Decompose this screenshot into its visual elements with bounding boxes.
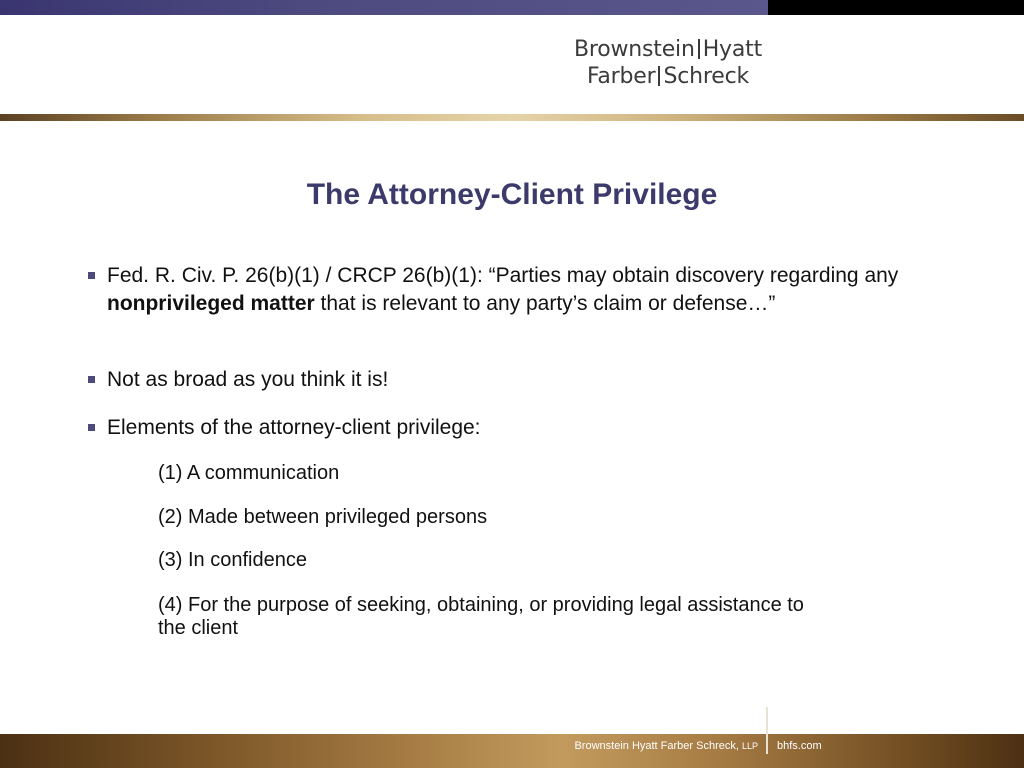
bullet-discovery-rule [88, 262, 938, 318]
element-item: (2) Made between privileged persons [158, 506, 488, 528]
bullet-marker [88, 376, 95, 383]
element-item: (1) A communication [158, 462, 340, 484]
bullet-marker [88, 424, 95, 431]
top-accent-bar [0, 0, 768, 15]
bullet-text: Fed. R. Civ. P. 26(b)(1) / CRCP 26(b)(1): “Parties may obtain discovery regarding any nonprivileged matter that is relevant to any party’s claim or defense…” [107, 264, 899, 315]
logo-separator [658, 66, 660, 86]
emphasis-text: nonprivileged matter [107, 292, 315, 315]
element-item: (3) In confidence [158, 549, 307, 571]
bullet-elements-heading [88, 414, 938, 442]
bullet-text: Elements of the attorney-client privilege: [107, 416, 481, 439]
bullet-text: Not as broad as you think it is! [107, 368, 389, 391]
bullet-marker [88, 272, 95, 279]
footer-firm-name: Brownstein Hyatt Farber Schreck, LLP [574, 740, 758, 752]
logo-line-1: Brownstein Hyatt [573, 37, 763, 62]
top-accent-bar-dark [768, 0, 1024, 15]
bullet-not-broad [88, 366, 938, 394]
firm-logo [568, 36, 768, 90]
logo-separator [698, 39, 700, 59]
logo-line-2: Farber Schreck [586, 64, 750, 89]
header-gold-band [0, 114, 1024, 121]
element-item: (4) For the purpose of seeking, obtaining, or providing legal assistance to the client [158, 594, 804, 639]
footer-divider [766, 707, 768, 754]
slide-title: The Attorney-Client Privilege [306, 178, 718, 211]
footer-website: bhfs.com [777, 740, 822, 752]
